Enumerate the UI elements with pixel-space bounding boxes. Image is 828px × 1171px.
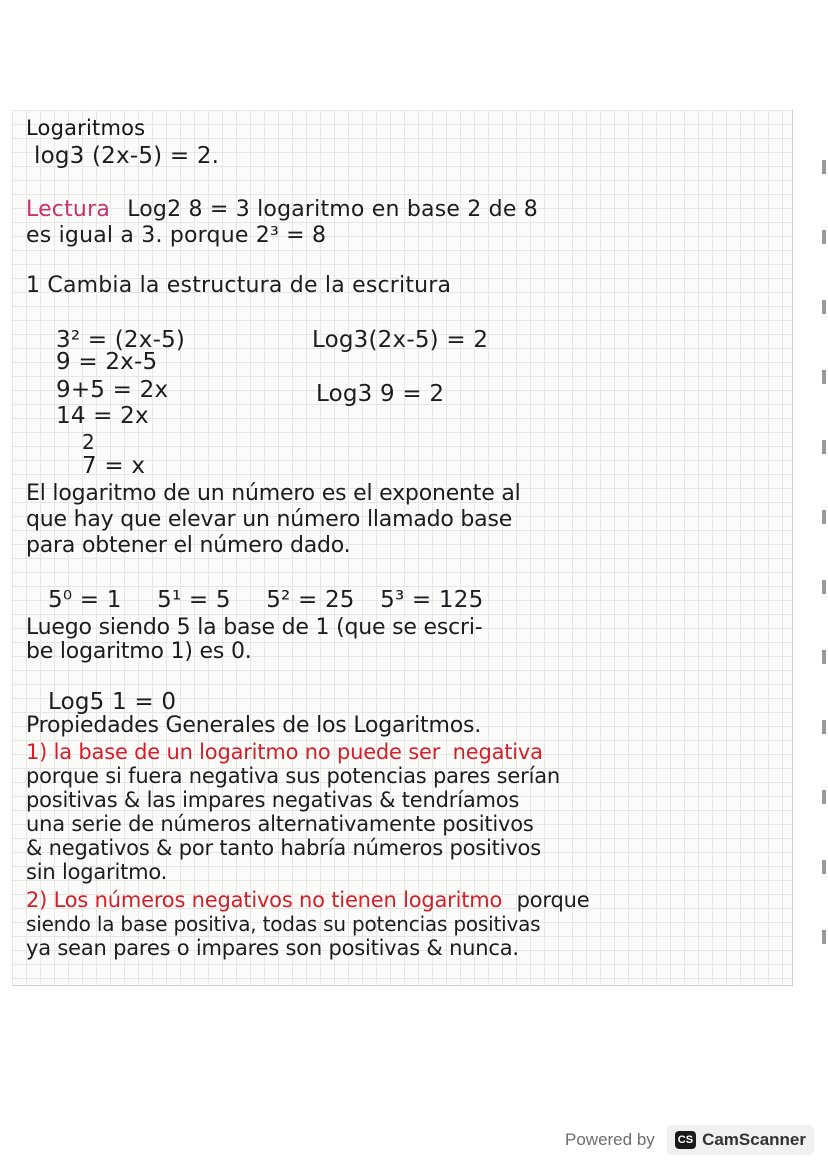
power-1: 5¹ = 5: [157, 587, 231, 613]
properties-title: Propiedades Generales de los Logaritmos.: [26, 713, 482, 738]
work-left-1: 3² = (2x-5): [56, 327, 186, 353]
definition-2: que hay que elevar un número llamado base: [26, 507, 513, 532]
reading-line-2: es igual a 3. porque 2³ = 8: [26, 223, 327, 248]
camscanner-watermark: [565, 1122, 815, 1158]
work-left-5: 2: [82, 430, 95, 454]
step-1: 1 Cambia la estructura de la escritura: [26, 273, 452, 298]
power-2: 5² = 25: [266, 587, 355, 613]
prop1-title-b: negativa: [452, 740, 543, 764]
prop1-body-5: sin logaritmo.: [26, 860, 168, 884]
prop1-body-1: porque si fuera negativa sus potencias pares serían: [26, 764, 560, 788]
reading-text: Log2 8 = 3 logaritmo en base 2 de 8: [127, 197, 538, 222]
log-example: log3 (2x-5) = 2.: [34, 143, 220, 169]
notebook-page: [12, 110, 793, 986]
heading: Logaritmos: [26, 116, 146, 140]
camscanner-badge: [667, 1125, 814, 1155]
work-left-3: 9+5 = 2x: [56, 377, 169, 403]
power-0: 5⁰ = 1: [48, 587, 122, 613]
definition-1: El logaritmo de un número es el exponente al: [26, 481, 521, 506]
powered-by-label: Powered by: [565, 1130, 655, 1149]
work-right-2: Log3 9 = 2: [316, 381, 445, 407]
prop2-body-2: ya sean pares o impares son positivas & nunca.: [26, 936, 519, 960]
prop2-body-1: siendo la base positiva, todas su potencias positivas: [26, 912, 541, 936]
prop2-title: [26, 888, 589, 912]
camscanner-logo-icon: CS: [675, 1131, 696, 1149]
work-left-2: 9 = 2x-5: [56, 349, 158, 375]
camscanner-name: CamScanner: [702, 1130, 806, 1149]
reading-line-1: [26, 198, 538, 222]
scan-edge-marks: [818, 160, 828, 980]
work-left-6: 7 = x: [82, 453, 146, 479]
prop2-title-red: 2) Los números negativos no tienen logaritmo: [26, 888, 503, 912]
prop1-body-4: & negativos & por tanto habría números positivos: [26, 836, 541, 860]
prop1-body-3: una serie de números alternativamente positivos: [26, 812, 534, 836]
powers-row: [48, 588, 483, 612]
log-result: Log5 1 = 0: [48, 689, 177, 715]
prop2-title-tail: porque: [516, 888, 590, 912]
prop1-body-2: positivas & las impares negativas & tendríamos: [26, 788, 520, 812]
definition-3: para obtener el número dado.: [26, 533, 351, 558]
power-3: 5³ = 125: [380, 587, 484, 613]
reading-label: Lectura: [26, 197, 110, 222]
work-left-4: 14 = 2x: [56, 403, 149, 429]
prop1-title-a: 1) la base de un logaritmo no puede ser: [26, 740, 441, 764]
conclusion-1: Luego siendo 5 la base de 1 (que se escri-: [26, 615, 483, 640]
prop1-title: [26, 740, 543, 764]
work-right-1: Log3(2x-5) = 2: [312, 327, 489, 353]
conclusion-2: be logaritmo 1) es 0.: [26, 639, 252, 664]
